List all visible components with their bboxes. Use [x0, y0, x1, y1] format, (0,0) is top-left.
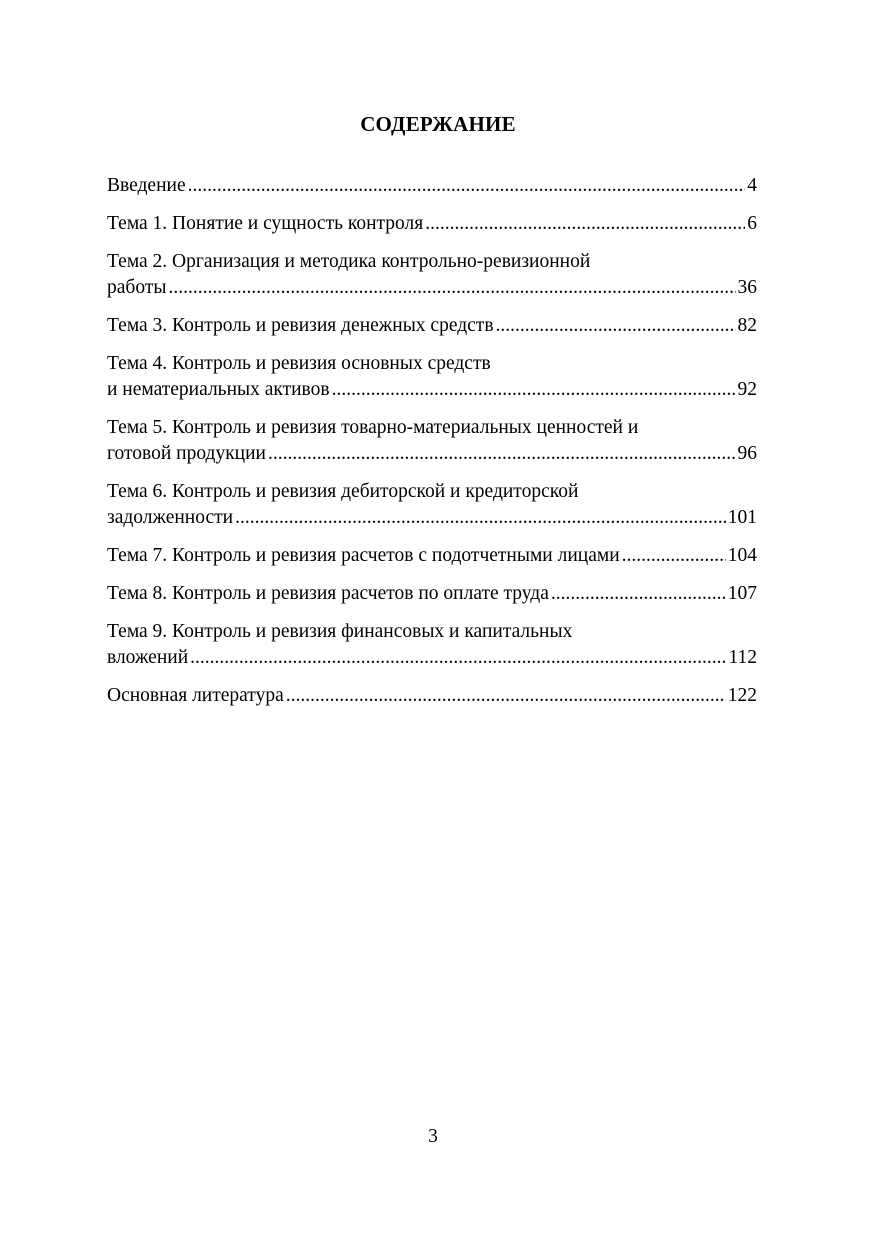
- table-of-contents: [107, 173, 757, 721]
- toc-entry-page: 112: [728, 647, 757, 668]
- toc-entry: [107, 351, 757, 403]
- dot-leader: [188, 173, 746, 199]
- toc-entry-title: Тема 1. Понятие и сущность контроля: [107, 213, 424, 234]
- toc-entry: [107, 479, 757, 531]
- toc-entry-title-line1: Тема 6. Контроль и ревизия дебиторской и кредиторской: [107, 481, 579, 502]
- toc-entry-title-line1: Тема 5. Контроль и ревизия товарно-материальных ценностей и: [107, 417, 639, 438]
- toc-entry-title-line2: и нематериальных активов: [107, 379, 330, 400]
- toc-entry-title-line2: готовой продукции: [107, 443, 266, 464]
- toc-entry: [107, 543, 757, 569]
- toc-entry-title-line1: Тема 4. Контроль и ревизия основных средств: [107, 353, 491, 374]
- toc-entry: [107, 249, 757, 301]
- toc-entry: [107, 415, 757, 467]
- toc-entry-title-line2: задолженности: [107, 507, 234, 528]
- toc-entry-title-line2: вложений: [107, 647, 189, 668]
- dot-leader: [622, 543, 726, 569]
- dot-leader: [551, 581, 726, 607]
- toc-entry-page: 92: [737, 379, 757, 400]
- page-title: СОДЕРЖАНИЕ: [360, 112, 516, 136]
- dot-leader: [190, 645, 726, 671]
- dot-leader: [235, 505, 726, 531]
- toc-entry-title: Тема 3. Контроль и ревизия денежных средств: [107, 315, 494, 336]
- toc-entry-page: 36: [737, 277, 757, 298]
- dot-leader: [286, 683, 726, 709]
- dot-leader: [496, 313, 736, 339]
- dot-leader: [168, 275, 735, 301]
- toc-entry-page: 104: [727, 545, 757, 566]
- toc-entry: [107, 581, 757, 607]
- toc-entry: [107, 173, 757, 199]
- toc-entry-title: Основная литература: [107, 685, 284, 706]
- toc-entry: [107, 683, 757, 709]
- page-number: 3: [428, 1126, 438, 1147]
- toc-entry-page: 96: [737, 443, 757, 464]
- toc-entry-title: Тема 7. Контроль и ревизия расчетов с подотчетными лицами: [107, 545, 620, 566]
- toc-entry-title-line1: Тема 2. Организация и методика контрольно-ревизионной: [107, 251, 591, 272]
- toc-entry-page: 101: [727, 507, 757, 528]
- toc-entry-page: 4: [747, 175, 757, 196]
- dot-leader: [425, 211, 745, 237]
- dot-leader: [332, 377, 736, 403]
- toc-entry-page: 82: [737, 315, 757, 336]
- toc-entry-title-line1: Тема 9. Контроль и ревизия финансовых и капитальных: [107, 621, 573, 642]
- toc-entry: [107, 211, 757, 237]
- toc-entry-page: 107: [727, 583, 757, 604]
- toc-entry-title: Введение: [107, 175, 186, 196]
- toc-entry-title-line2: работы: [107, 277, 167, 298]
- toc-entry-page: 6: [747, 213, 757, 234]
- toc-entry-title: Тема 8. Контроль и ревизия расчетов по оплате труда: [107, 583, 549, 604]
- dot-leader: [268, 441, 736, 467]
- toc-entry: [107, 619, 757, 671]
- toc-entry: [107, 313, 757, 339]
- toc-entry-page: 122: [727, 685, 757, 706]
